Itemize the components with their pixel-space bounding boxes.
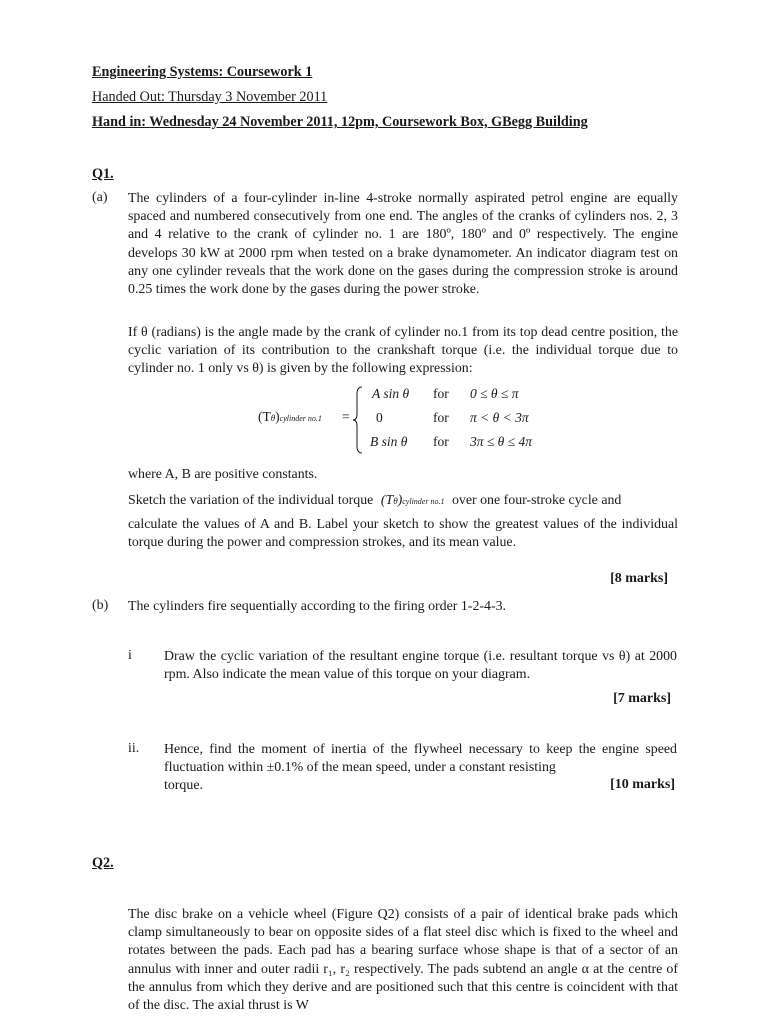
q1a-label: (a)	[92, 190, 108, 205]
q1b-ii-label: ii.	[128, 741, 140, 756]
q1a-paragraph-2: If θ (radians) is the angle made by the crank of cylinder no.1 from its top dead centre position, the cyclic variation of its contribution to the crankshaft torque (i.e. the individual torque due to cylinder no. 1 only vs θ) is given by the following expression:	[128, 325, 678, 377]
q1b-text: The cylinders fire sequentially according to the firing order 1-2-4-3.	[128, 599, 506, 614]
q1b-ii-marks: [10 marks]	[610, 777, 675, 792]
handed-out-date: Handed Out: Thursday 3 November 2011	[92, 89, 328, 105]
q1b-ii-text: Hence, find the moment of inertia of the flywheel necessary to keep the engine speed fluctuation within ±0.1% of the mean speed, under a constant resisting	[164, 742, 677, 776]
equation-row-1-for: for	[433, 386, 449, 401]
q1b-ii-text-end: torque.	[164, 778, 203, 793]
equation-row-1-cond: 0 ≤ θ ≤ π	[470, 386, 519, 401]
q1a-sketch-line: Sketch the variation of the individual torque (Tθ)cylinder no.1 over one four-stroke cycle and	[128, 493, 622, 508]
q1a-where-constants: where A, B are positive constants.	[128, 467, 318, 482]
torque-equation	[258, 384, 558, 456]
equation-row-2-for: for	[433, 410, 449, 425]
equation-row-1-expr: A sin θ	[372, 386, 410, 401]
coursework-title: Engineering Systems: Coursework 1	[92, 64, 313, 80]
equation-row-3-expr: B sin θ	[370, 434, 408, 449]
equation-row-3-for: for	[433, 434, 449, 449]
hand-in-details: Hand in: Wednesday 24 November 2011, 12pm, Coursework Box, GBegg Building	[92, 114, 588, 130]
torque-symbol: (Tθ)cylinder no.1	[380, 493, 445, 508]
equation-row-3-cond: 3π ≤ θ ≤ 4π	[470, 434, 532, 449]
q1b-i-label: i	[128, 648, 132, 663]
q1b-i-text: Draw the cyclic variation of the resultant engine torque (i.e. resultant torque vs θ) at 2000 rpm. Also indicate the mean value of this torque on your diagram.	[164, 649, 677, 683]
equation-equals: =	[342, 409, 350, 424]
q1b-label: (b)	[92, 598, 109, 613]
q1a-paragraph-1: The cylinders of a four-cylinder in-line 4-stroke normally aspirated petrol engine are equally spaced and numbered consecutively from one end. The angles of the cranks of cylinders nos. 2, 3 and 4 relative to the crank of cylinder no. 1 are 180º, 180º and 0º respectively. The engine develops 30 kW at 2000 rpm when tested on a brake dynamometer. An indicator diagram test on any one cylinder reveals that the work done on the gases during the compression stroke is around 0.25 times the work done by the gases during the power stroke.	[128, 191, 678, 298]
equation-row-2-cond: π < θ < 3π	[470, 410, 529, 425]
q1a-sketch-rest: calculate the values of A and B. Label your sketch to show the greatest values of the individual torque during the power and compression strokes, and its mean value.	[128, 517, 678, 551]
q1-heading: Q1.	[92, 166, 114, 182]
q2-heading: Q2.	[92, 855, 114, 871]
equation-row-2-expr: 0	[376, 410, 383, 425]
equation-brace	[352, 386, 364, 454]
q1a-marks: [8 marks]	[610, 571, 668, 586]
q2-paragraph: The disc brake on a vehicle wheel (Figure Q2) consists of a pair of identical brake pads which clamp simultaneously to bear on opposite sides of a flat steel disc which is fixed to the wheel and rotates between the pads. Each pad has a bearing surface whose shape is that of a sector of an annulus with inner and outer radii r₁, r₂ respectively. The pads subtend an angle α at the centre of the annulus from which they derive and are positioned such that this centre is coincident with that of the disc. The axial thrust is W	[128, 907, 678, 1014]
equation-lhs: (Tθ)cylinder no.1	[258, 409, 322, 424]
q1b-i-marks: [7 marks]	[613, 691, 671, 706]
